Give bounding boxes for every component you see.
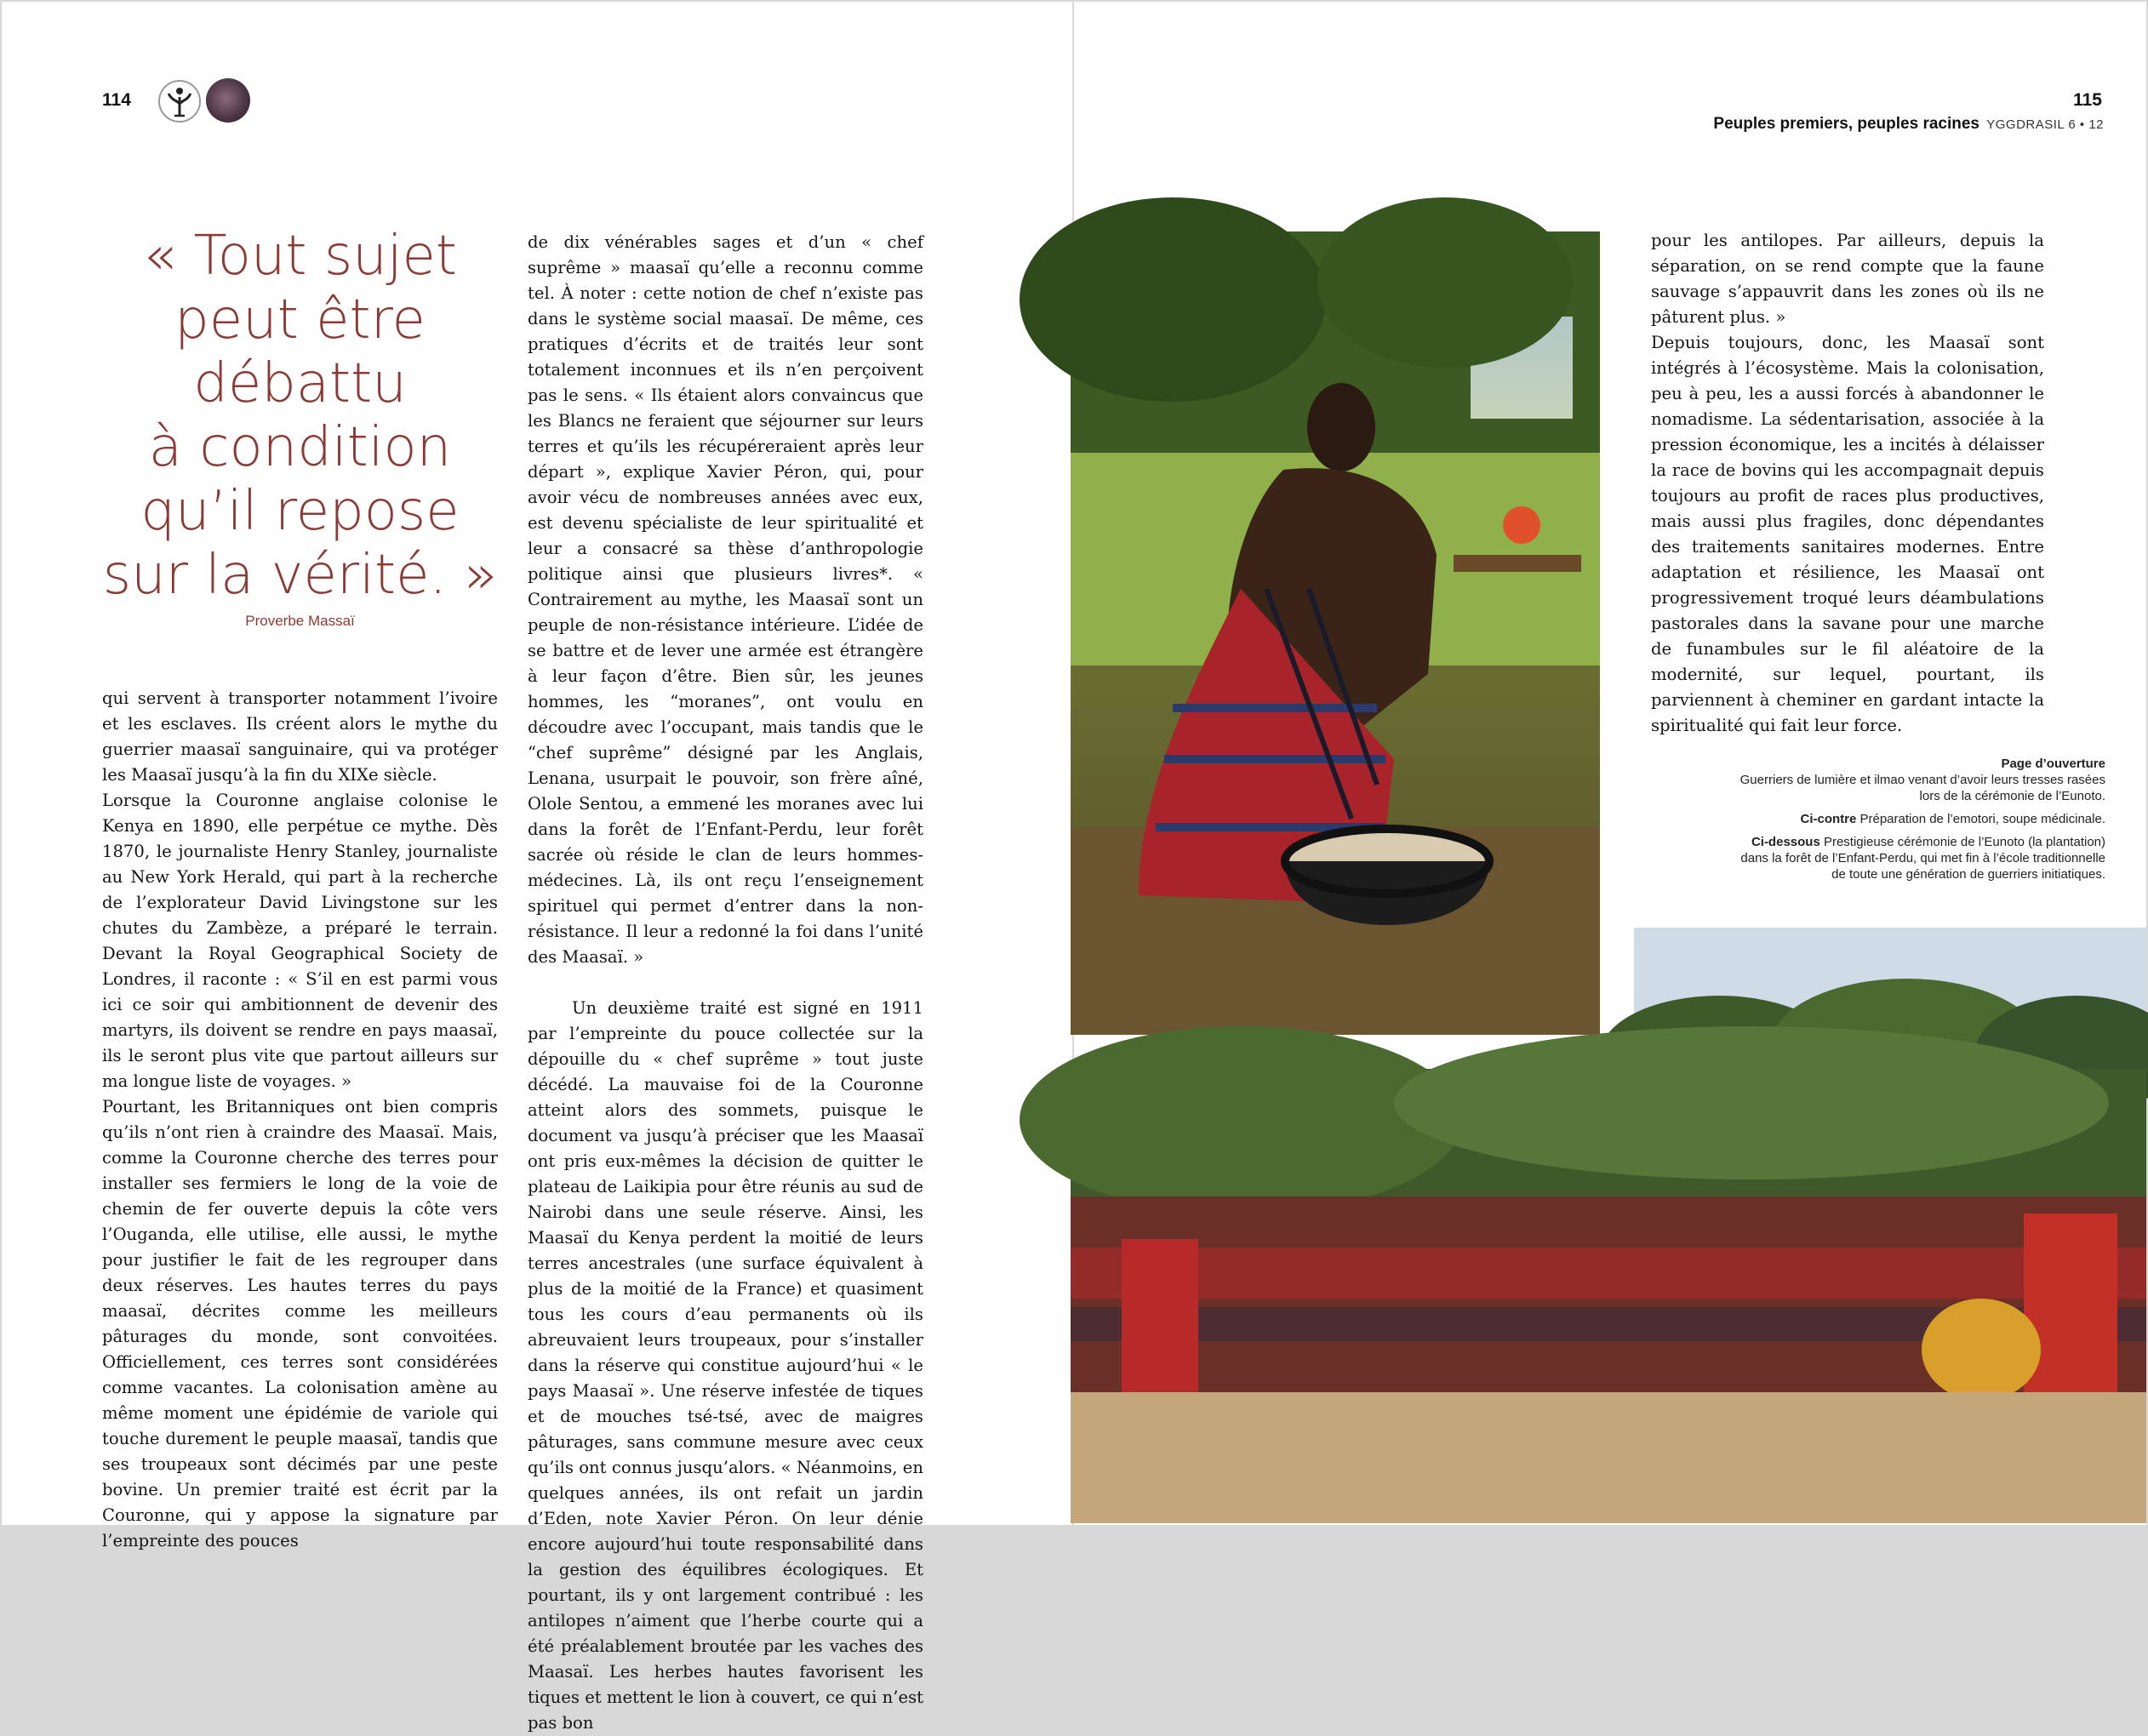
pull-quote-line: peut être	[174, 288, 426, 351]
pull-quote-line: à condition	[148, 416, 452, 479]
caption-opening-page	[1731, 756, 2105, 804]
left-page	[2, 2, 1072, 1733]
circular-photo-logo	[206, 78, 250, 123]
text-column-2	[528, 230, 923, 1736]
quote-attribution: Proverbe Massaï	[245, 613, 355, 629]
paragraph: Depuis toujours, donc, les Maasaï sont intégrés à l’écosystème. Mais la colonisation, peu à peu, les a aussi forcés à abandonner le nomadisme. La sédentarisation, associée à la pression économique, les a incités à délaisser la race de bovins qui les accompagnait depuis toujours au profit de races plus productives, mais aussi plus fragiles, donc dépendantes des traitements sanitaires modernes. Entre adaptation et résilience, les Maasaï ont progressivement troqué leurs déambulations pastorales dans la savane pour une marche de funambules sur le fil aléatoire de la modernité, sur lequel, pourtant, ils parviennent à cheminer en gardant intacte la spiritualité qui fait leur force.	[1651, 333, 2044, 735]
photo-emotori-preparation	[1071, 231, 1600, 1035]
text-column-3	[1651, 228, 2044, 739]
section-title: Peuples premiers, peuples racines	[1713, 115, 1979, 133]
caption-opposite	[1731, 811, 2105, 827]
photo-eunoto-ceremony	[1071, 1069, 2146, 1523]
caption-text: Prestigieuse cérémonie de l’Eunoto (la plantation) dans la forêt de l’Enfant-Perdu, qui met fin à l’école traditionnelle de toute une génération de guerriers initiatiques.	[1740, 835, 2105, 882]
caption-head: Ci-contre	[1800, 812, 1857, 826]
pull-quote-line: sur la vérité. »	[102, 544, 498, 607]
caption-head: Ci-dessous	[1751, 835, 1820, 849]
paragraph: pour les antilopes. Par ailleurs, depuis la séparation, on se rend compte que la faune sauvage s’appauvrit dans les zones où ils ne pâturent plus. »	[1651, 231, 2044, 327]
photo-captions	[1731, 756, 2105, 889]
right-page-number: 115	[2073, 90, 2102, 110]
paragraph: Lorsque la Couronne anglaise colonise le Kenya en 1890, elle perpétue ce mythe. Dès 1870, le journaliste Henry Stanley, journaliste au New York Herald, qui part à la recherche de l’explorateur David Livingstone sur les chutes du Zambèze, a préparé le terrain. Devant la Royal Geographical Society de Londres, il raconte : « S’il en est parmi vous ici ce soir qui ambitionnent de devenir des martyrs, ils doivent se rendre en pays maasaï, ils le seront plus vite que partout ailleurs sur ma longue liste de voyages. »	[102, 791, 498, 1091]
journal-reference: YGGDRASIL 6 • 12	[1986, 117, 2104, 132]
paragraph: Un deuxième traité est signé en 1911 par l’empreinte du pouce collectée sur la dépouille du « chef suprême » tout juste décédé. La mauvaise foi de la Couronne atteint alors des sommets, puisque le document va jusqu’à préciser que les Maasaï ont pris eux-mêmes la décision de quitter le plateau de Laikipia pour être réunis au sud de Nairobi dans une seule réserve. Ainsi, les Maasaï du Kenya perdent la moitié de leurs terres ancestrales (une surface équivalent à plus de la moitié de la France) et quasiment tous les cours d’eau permanents où ils abreuvaient leurs troupeaux, pour s’installer dans la réserve qui constitue aujourd’hui « le pays Maasaï ». Une réserve infestée de tiques et de mouches tsé-tsé, avec de maigres pâturages, sans commune mesure avec ceux qu’ils ont connus jusqu’alors. « Néanmoins, en quelques années, ils ont refait un jardin d’Eden, note Xavier Péron. On leur dénie encore aujourd’hui toute responsabilité dans la gestion des équilibres écologiques. Et pourtant, ils y ont largement contribué : les antilopes n’aiment que l’herbe courte qui a été préalablement broutée par les vaches des Maasaï. Les herbes hautes favorisent les tiques et mettent le lion à couvert, ce qui n’est pas bon	[528, 998, 923, 1733]
pull-quote-line: qu’il repose	[140, 480, 460, 543]
pull-quote	[102, 225, 498, 608]
yggdrasil-tree-icon	[158, 80, 201, 123]
text-column-1	[102, 686, 498, 1554]
caption-below	[1731, 834, 2105, 882]
pull-quote-line: débattu	[193, 352, 407, 415]
caption-head: Page d’ouverture	[2001, 757, 2105, 771]
caption-text: Préparation de l’emotori, soupe médicinale.	[1860, 812, 2105, 826]
left-page-number: 114	[102, 90, 131, 110]
pull-quote-line: « Tout sujet	[142, 225, 458, 288]
paragraph: qui servent à transporter notamment l’ivoire et les esclaves. Ils créent alors le mythe du guerrier maasaï sanguinaire, qui va protéger les Maasaï jusqu’à la fin du XIXe siècle.	[102, 688, 498, 785]
paragraph: Pourtant, les Britanniques ont bien compris qu’ils n’ont rien à craindre des Maasaï. Mais, comme la Couronne cherche des terres pour installer ses fermiers le long de la voie de chemin de fer ouverte depuis la côte vers l’Ouganda, elle utilise, elle aussi, le mythe pour justifier le fait de les regrouper dans deux réserves. Les hautes terres du pays maasaï, décrites comme les meilleurs pâturages du monde, sont convoitées. Officiellement, ces terres sont considérées comme vacantes. La colonisation amène au même moment une épidémie de variole qui touche durement le peuple maasaï, tandis que ses troupeaux sont décimés par une peste bovine. Un premier traité est écrit par la Couronne, qui y appose la signature par l’empreinte des pouces	[102, 1097, 498, 1550]
caption-text: Guerriers de lumière et ilmao venant d’avoir leurs tresses rasées lors de la cérémonie de l’Eunoto.	[1740, 773, 2105, 803]
paragraph: de dix vénérables sages et d’un « chef suprême » maasaï qu’elle a reconnu comme tel. À noter : cette notion de chef n’existe pas dans le système social maasaï. De même, ces pratiques d’écrits et de traités leur sont totalement inconnues et ils n’en perçoivent pas le sens. « Ils étaient alors convaincus que les Blancs ne feraient que séjourner sur leurs terres et qu’ils les récupéreraient après leur départ », explique Xavier Péron, qui, pour avoir vécu de nombreuses années avec eux, est devenu spécialiste de leur spiritualité et leur a consacré sa thèse d’anthropologie politique ainsi que plusieurs livres*. « Contrairement au mythe, les Maasaï sont un peuple de non-résistance intérieure. L’idée de se battre et de lever une armée est étrangère à leur façon d’être. Bien sûr, les jeunes hommes, les “moranes”, ont voulu en découdre avec l’occupant, mais tandis que le “chef suprême” désigné par les Anglais, Lenana, usurpait le pouvoir, son frère aîné, Olole Sentou, a emmené les moranes avec lui dans la forêt de l’Enfant-Perdu, leur forêt sacrée où réside le clan de leurs hommes-médecines. Là, ils ont reçu l’enseignement spirituel qui permet d’entrer dans la non-résistance. Il leur a redonné la foi dans l’unité des Maasaï. »	[528, 232, 923, 967]
